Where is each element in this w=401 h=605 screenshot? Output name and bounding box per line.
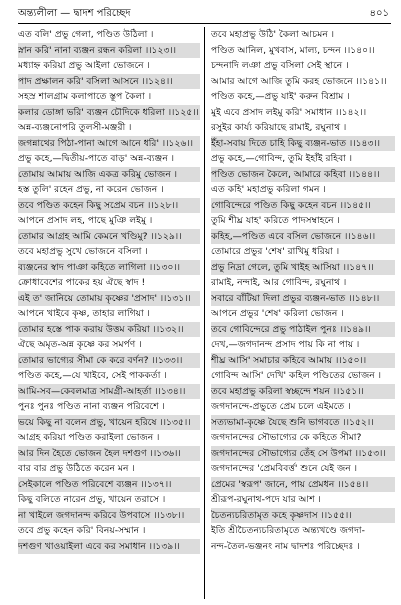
verse-line: পুনঃ পুনঃ পণ্ডিত নানা ব্যঞ্জন পরিবেশে । — [18, 401, 165, 412]
verse-line: আর দিন হৈতে ভোজন হৈল দশগুণ ।।১৩৬।। — [18, 446, 200, 462]
verse-line: চন্দনাদি লঞা প্রভু বসিলা সেই স্থানে । — [211, 60, 349, 71]
verse-line: প্রভু কহে,—গোবিন্দ, তুমি ইহাঁই রহিবা । — [211, 153, 353, 164]
verse-line: তোমার ভাগ্যের সীমা কে করে বর্ণন? ।।১৩৩।। — [18, 353, 200, 369]
verse-line: তুমি শীঘ্র যাহ' করিতে পাদসম্বাহনে । — [211, 215, 340, 226]
verse-line: ইঁহা-সবায় দিতে চাহি কিছু ব্যঞ্জন-ভাত ।।১৪৩।। — [211, 136, 395, 152]
verse-line: এই ত' জানিয়ে তোমায় কৃষ্ণের 'প্রসাদ' ।।১৩১।। — [18, 291, 200, 307]
column-divider — [204, 27, 205, 599]
verse-line: হস্ত তুলি' রহেন প্রভু, না করেন ভোজন । — [18, 184, 164, 195]
verse-line: আমার আগে আজি তুমি করহ ভোজনে ।।১৪১।। — [211, 75, 387, 87]
running-title: অন্ত্যলীলা — দ্বাদশ পরিচ্ছেদ — [18, 8, 131, 19]
verse-line: কহিহ,—পণ্ডিত এবে বসিল ভোজনে ।।১৪৬।। — [211, 229, 395, 245]
verse-line: মুই এবে প্রসাদ লইমু করি' সমাধান ।।১৪২।। — [211, 106, 367, 118]
verse-line: দেখ,—জগদানন্দ প্রসাদ পায় কি না পায় । — [211, 339, 360, 350]
verse-line: প্রভু কহে,—দ্বিতীয়-পাতে বাড়' অন্ন-ব্যঞ্জন । — [18, 153, 175, 164]
verse-line: শ্রীরূপ-রঘুনাথ-পদে যার আশ । — [211, 494, 321, 505]
verse-line: গোবিন্দেরে পণ্ডিত কিছু কহেন বচন ।।১৪৫।। — [211, 198, 395, 214]
verse-line: ইতি শ্রীচৈতন্যচরিতামৃতে অন্ত্যখণ্ডে জগদা- — [211, 525, 365, 536]
verse-line: রসুইর কার্য্য করিয়াছে রামাই, রঘুনাথ । — [211, 122, 347, 133]
verse-line: তোমায় আমায় আজি একত্র করিমু ভোজন । — [18, 167, 200, 183]
verse-line: রামাই, নন্দাই, আর গোবিন্দ, রঘুনাথ । — [211, 277, 347, 288]
verse-line: তবে মহাপ্রভু সুখে ভোজনে বসিলা । — [18, 246, 148, 257]
verse-line: অন্ন-ব্যঞ্জনোপরি তুলসী-মঞ্জরী । — [18, 122, 132, 133]
verse-line: ব্যঞ্জনের স্বাদ পাঞা কহিতে লাগিলা ।।১৩০।। — [18, 260, 200, 276]
verse-line: জগন্নাথের পিঠা-পানা আগে আনে ধরি' ।।১২৬।। — [18, 136, 200, 152]
verse-line: সত্যভামা-কৃষ্ণে যৈছে শুনি ভাগবতে ।।১৫২।। — [211, 415, 395, 431]
page-header — [18, 6, 391, 22]
verse-line: তোমার হস্তে পাক করায় উত্তম করিয়া ।।১৩২।। — [18, 322, 200, 338]
verse-line: শীঘ্র আসি' সমাচার কহিবে আমায় ।।১৫০।। — [211, 353, 395, 369]
verse-line: পণ্ডিত কহে,—যে খাইবে, সেই পাককর্তা । — [18, 370, 167, 381]
verse-line: ভয়ে কিছু না বলেন প্রভু, খায়েন হরিষে ।।১৩৫।। — [18, 415, 200, 431]
verse-line: জগদানন্দের 'প্রেমবিবর্ত্ত' শুনে যেই জন । — [211, 463, 357, 474]
verse-line: জগদানন্দের সৌভাগ্যের তেঁহ সে উপমা ।।১৫৩।। — [211, 446, 395, 462]
verse-line: আপনে প্রসাদ লহ, পাছে মুঞি লইমু । — [18, 215, 153, 226]
verse-line: তোমারে প্রভুর 'শেষ' রাখিমু ধরিয়া । — [211, 246, 340, 257]
verse-line: আপনে খাইবে কৃষ্ণ, তাহার লাগিয়া । — [18, 308, 150, 319]
verse-line: ঐছে অমৃত-অন্ন কৃষ্ণে কর সমর্পণ । — [18, 339, 142, 350]
verse-line: স্নান করি' নানা ব্যঞ্জন রন্ধন করিলা ।।১২৩।। — [18, 43, 200, 59]
header-rule — [18, 23, 391, 24]
verse-line: পণ্ডিত কহে,—প্রভু যাই' করুন বিশ্রাম । — [211, 91, 350, 102]
verse-line: প্রভু নিদ্রা গেলে, তুমি খাইহ আসিয়া ।।১৪৭।। — [211, 260, 395, 276]
verse-line: এত বলি' প্রভু গেলা, পণ্ডিত উঠিলা । — [18, 29, 154, 40]
verse-line: তবে পণ্ডিত কহেন কিছু সপ্রেম বচন ।।১২৮।। — [18, 198, 200, 214]
verse-line: বার বার প্রভু উঠিতে করেন মন । — [18, 463, 135, 474]
verse-line: আপনে প্রভুর 'শেষ' করিলা ভোজন । — [211, 308, 344, 319]
verse-line: আগ্রহ করিয়া পণ্ডিত করাইলা ভোজন । — [18, 432, 160, 443]
verse-line: দশগুণ খাওয়াইলা এবে কর সমাধান ।।১৩৯।। — [18, 539, 200, 555]
verse-line: গোবিন্দ আসি' দেখি' কহিল পণ্ডিতের ভোজন । — [211, 370, 381, 381]
verse-line: জগদানন্দের সৌভাগ্যের কে কহিতে সীমা? — [211, 432, 362, 443]
verse-line: প্রেমের 'স্বরূপ' জানে, পায় প্রেমধন ।।১৫৪।। — [211, 477, 395, 493]
verse-line: সবারে বাঁটিয়া দিলা প্রভুর ব্যঞ্জন-ভাত ।।১৪৮।। — [211, 291, 395, 307]
verse-line: কিছু বলিতে নারেন প্রভু, খায়েন তরাসে । — [18, 494, 166, 505]
right-verse-column — [211, 27, 395, 554]
verse-line: আমি-সব—কেবলমাত্র সামগ্রী-আহর্তা ।।১৩৪।। — [18, 384, 200, 400]
verse-line: সহস্র শালগ্রাম কলাপাতে স্তূপ কৈলা । — [18, 91, 152, 102]
verse-line: তবে গোবিন্দেরে প্রভু পাঠাইল পুনঃ ।।১৪৯।। — [211, 322, 395, 338]
verse-line: পণ্ডিত ভোজন কৈলে, আমারে কহিবা ।।১৪৪।। — [211, 167, 395, 183]
verse-line: জগদানন্দে-প্রভুতে প্রেম চলে এইমতে । — [211, 401, 351, 412]
verse-line: মধ্যাহ্ন করিয়া প্রভু আইলা ভোজনে । — [18, 60, 150, 71]
verse-line: এত কহি' মহাপ্রভু করিলা গমন । — [211, 184, 326, 195]
page-number: ৪০১ — [369, 8, 389, 19]
verse-line: সেইকালে পণ্ডিত পরিবেশে ব্যঞ্জন ।।১৩৭।। — [18, 477, 200, 493]
verse-line: পণ্ডিত আনিল, মুখবাস, মাল্য, চন্দন ।।১৪০।। — [211, 44, 375, 56]
verse-line: না খাইলে জগদানন্দ করিবে উপবাসে ।।১৩৮।। — [18, 508, 200, 524]
verse-line: তোমার আগ্রহ আমি কেমনে খণ্ডিমু? ।।১২৯।। — [18, 229, 200, 245]
verse-line: পাদ প্রক্ষালন করি' বসিলা আসনে ।।১২৪।। — [18, 74, 200, 90]
verse-line: নন্দ-তৈল-ভঞ্জনং নাম দ্বাদশঃ পরিচ্ছেদঃ । — [211, 540, 360, 552]
verse-line: তবে মহাপ্রভু করিলা স্বচ্ছন্দে শয়ন ।।১৫১।। — [211, 384, 395, 400]
verse-line: কলার ডোঙ্গা ভরি' ব্যঞ্জন চৌদিকে ধরিলা ।।১২৫।। — [18, 105, 200, 121]
verse-line: তবে মহাপ্রভু উঠি' কৈলা আচমন । — [211, 29, 335, 40]
verse-line: তবে প্রভু কহেন করি' বিনয়-সম্মান । — [18, 525, 146, 536]
left-verse-column — [18, 27, 200, 554]
verse-line: ক্রোধাবেশের পাকের হয় ঐছে স্বাদ ! — [18, 277, 146, 288]
verse-line: চৈতন্যচরিতামৃত কহে কৃষ্ণদাস ।।১৫৫।। — [211, 508, 395, 524]
